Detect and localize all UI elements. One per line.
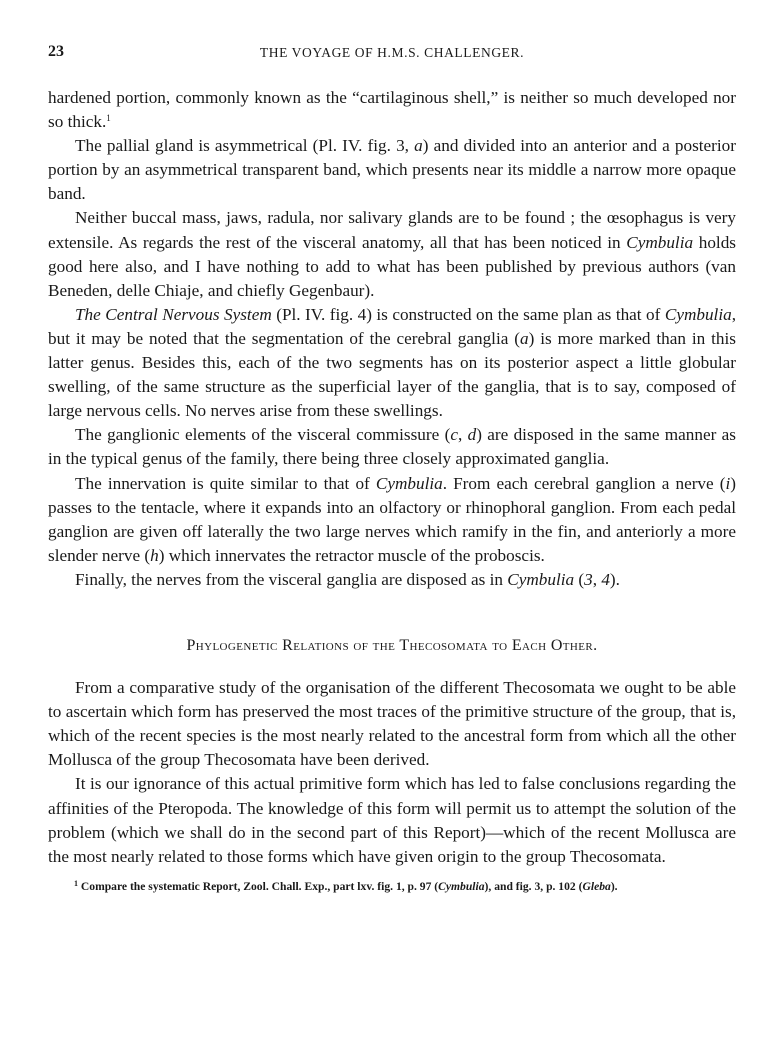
text-run: Compare the systematic Report, Zool. Chall. Exp., part lxv. fig. 1, p. 97 ( <box>78 879 439 893</box>
italic-text: a <box>520 328 529 348</box>
paragraph <box>48 303 736 423</box>
text-run: (Pl. IV. fig. 4) is constructed on the same plan as that of <box>271 304 665 324</box>
paragraph <box>48 134 736 206</box>
text-run: holds good here also, and I have nothing to add to what has been published by previous authors (van Beneden, delle Chiaje, and chiefly Gegenbaur). <box>48 232 736 300</box>
text-run: ) is more marked than in this latter genus. Besides this, each of the two segments has on its posterior aspect a little globular swelling, of the same structure as the superficial layer of the ganglia, that is to say, composed of large nervous cells. No nerves arise from these swellings. <box>48 328 736 421</box>
running-head <box>48 40 736 68</box>
italic-text: h <box>150 545 159 565</box>
footnote-reference: 1 <box>106 113 111 124</box>
body-text <box>48 86 736 869</box>
text-run: Finally, the nerves from the visceral ganglia are disposed as in <box>75 569 508 589</box>
text-run: . From each cerebral ganglion a nerve ( <box>442 473 726 493</box>
text-run: It is our ignorance of this actual primitive form which has led to false conclusions regarding the affinities of the Pteropoda. The knowledge of this form will permit us to attempt the solution of the problem (which we shall do in the second part of this Report)—which of the recent Mollusca are the most nearly related to those forms which have given origin to the group Thecosomata. <box>48 774 736 866</box>
italic-text: Cymbulia <box>626 232 694 252</box>
text-run: , <box>592 569 602 589</box>
italic-text: Cymbulia <box>507 569 575 589</box>
section-heading: Phylogenetic Relations of the Thecosomata to Each Other. <box>186 636 598 654</box>
text-run: ) which innervates the retractor muscle of the proboscis. <box>158 545 545 565</box>
text-run: , but it may be noted that the segmentation of the cerebral ganglia ( <box>48 304 736 348</box>
text-run: ( <box>574 569 585 589</box>
text-run: ), and fig. 3, p. 102 ( <box>484 879 583 893</box>
paragraph <box>48 676 736 772</box>
section-paragraph-list <box>48 676 736 869</box>
text-run: The innervation is quite similar to that of <box>75 473 376 493</box>
document-page <box>48 40 736 895</box>
paragraph <box>48 472 736 568</box>
italic-text: a <box>414 136 423 156</box>
text-run: ) and divided into an anterior and a posterior portion by an asymmetrical transparent band, which presents near its middle a narrow more opaque band. <box>48 136 736 204</box>
italic-text: 4 <box>601 569 610 589</box>
text-run: ). <box>609 569 620 589</box>
text-run: ) passes to the tentacle, where it expands into an olfactory or rhinophoral ganglion. From each pedal ganglion are given off laterally the two large nerves which ramify in the fin, and anteriorly a more slender nerve ( <box>48 473 736 565</box>
footnote <box>48 879 736 895</box>
italic-text: c <box>450 425 458 445</box>
text-run: From a comparative study of the organisation of the different Thecosomata we ought to be able to ascertain which form has preserved the most traces of the primitive structure of the group, that is, which of the recent species is the most nearly related to the ancestral form from which all the other Mollusca of the group Thecosomata have been derived. <box>48 678 736 770</box>
page-number: 23 <box>48 43 64 60</box>
italic-text: Cymbulia <box>664 304 732 324</box>
paragraph <box>48 206 736 302</box>
footnote-text <box>78 880 618 893</box>
text-run: ). <box>610 879 618 893</box>
paragraph <box>48 772 736 868</box>
paragraph <box>48 86 736 134</box>
paragraph <box>48 568 736 592</box>
paragraph <box>48 423 736 471</box>
italic-text: The Central Nervous System <box>75 304 272 324</box>
text-run: ) are disposed in the same manner as in the typical genus of the family, there being three closely approximated ganglia. <box>48 425 736 469</box>
italic-text: d <box>467 425 477 445</box>
text-run: The ganglionic elements of the visceral commissure ( <box>75 425 451 445</box>
italic-text: Gleba <box>582 879 611 893</box>
italic-text: i <box>725 473 731 493</box>
italic-text: 3 <box>584 569 593 589</box>
text-run: The pallial gland is asymmetrical (Pl. IV. fig. 3, <box>75 136 415 156</box>
italic-text: Cymbulia <box>438 879 485 893</box>
text-run: Neither buccal mass, jaws, radula, nor salivary glands are to be found ; the œsophagus is very extensile. As regards the rest of the visceral anatomy, all that has been noticed in <box>48 208 736 252</box>
running-title: THE VOYAGE OF H.M.S. CHALLENGER. <box>259 45 525 60</box>
paragraph-list <box>48 86 736 592</box>
text-run: , <box>457 425 468 445</box>
text-run: hardened portion, commonly known as the “cartilaginous shell,” is neither so much developed nor so thick. <box>48 88 736 132</box>
footnote-marker: 1 <box>74 878 78 888</box>
italic-text: Cymbulia <box>375 473 443 493</box>
